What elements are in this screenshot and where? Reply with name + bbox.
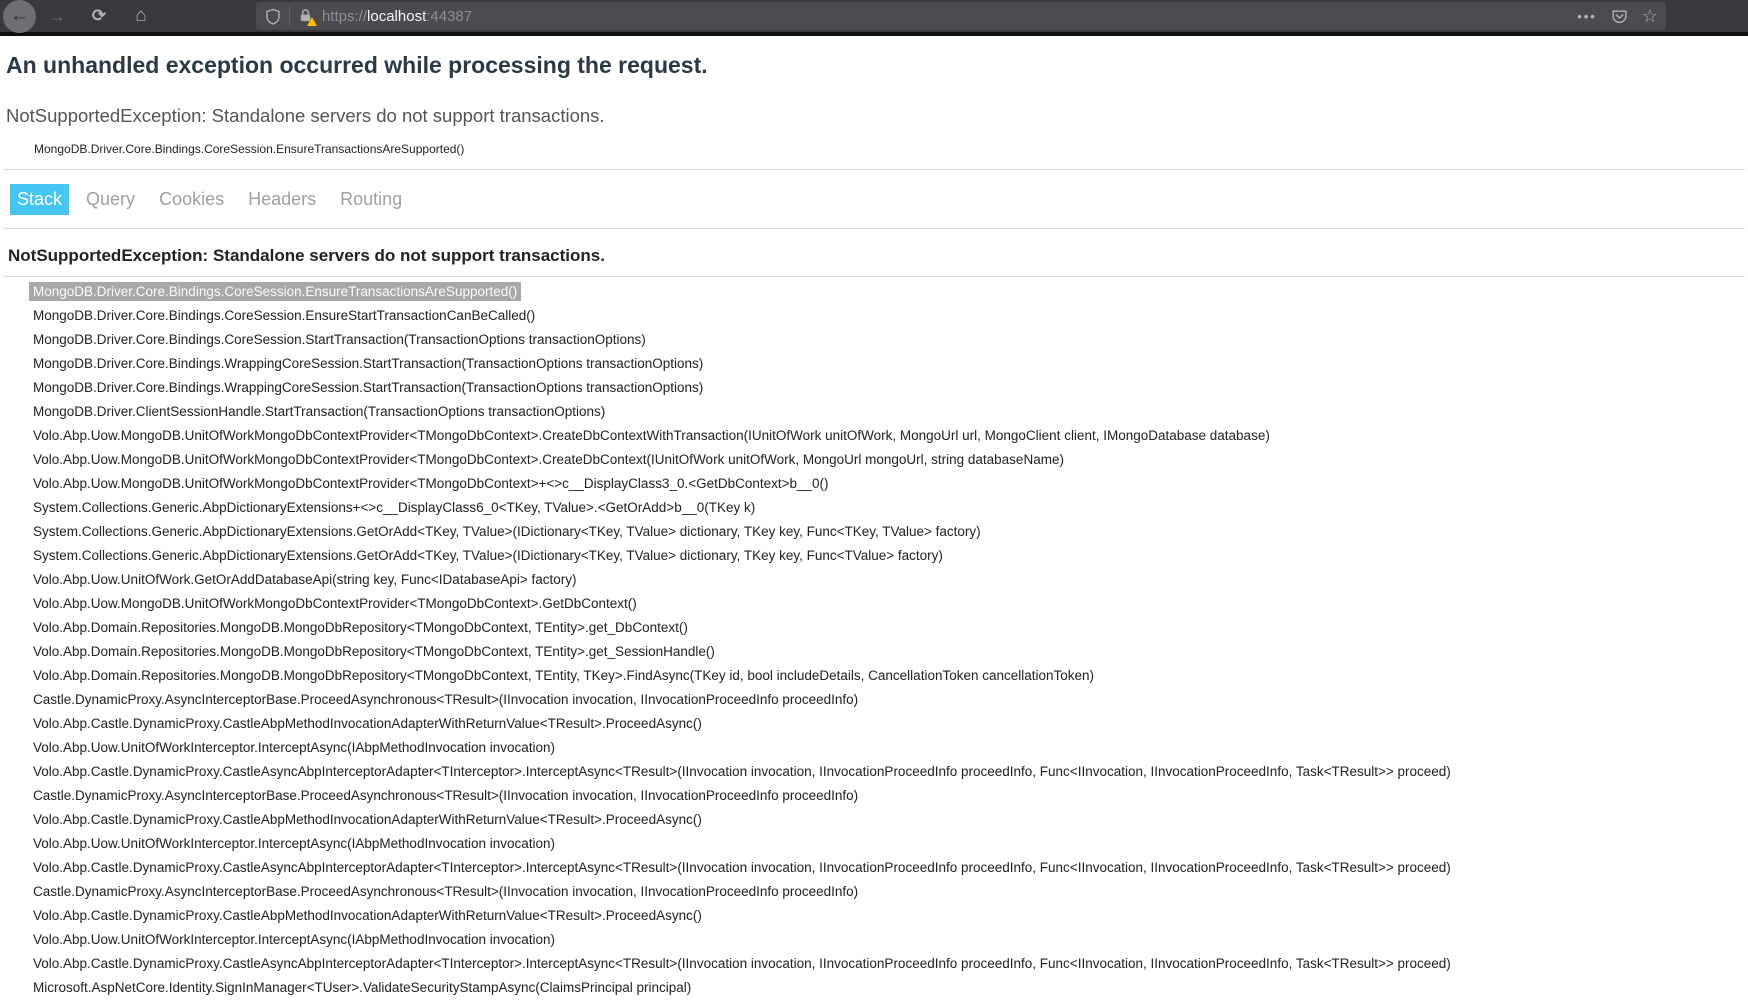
tracking-protection-shield-icon[interactable] (265, 8, 281, 25)
tab-bar (3, 169, 1745, 229)
reload-icon: ⟳ (91, 6, 107, 25)
stack-frame[interactable]: MongoDB.Driver.Core.Bindings.WrappingCoreSession.StartTransaction(TransactionOptions transactionOptions) (33, 380, 704, 395)
reload-button[interactable] (84, 1, 114, 31)
exception-message: NotSupportedException: Standalone servers do not support transactions. (6, 105, 605, 126)
stack-frame[interactable]: Volo.Abp.Castle.DynamicProxy.CastleAbpMethodInvocationAdapterWithReturnValue<TResult>.ProceedAsync() (33, 908, 702, 923)
stack-frame[interactable]: Volo.Abp.Uow.MongoDB.UnitOfWorkMongoDbContextProvider<TMongoDbContext>.GetDbContext() (33, 596, 637, 611)
stack-frame[interactable]: Castle.DynamicProxy.AsyncInterceptorBase.ProceedAsynchronous<TResult>(IInvocation invocation, IInvocationProceedInfo proceedInfo) (33, 692, 859, 707)
url-port: :44387 (426, 7, 473, 25)
stack-frame[interactable]: MongoDB.Driver.Core.Bindings.WrappingCoreSession.StartTransaction(TransactionOptions transactionOptions) (33, 356, 704, 371)
stack-frame[interactable]: Volo.Abp.Uow.MongoDB.UnitOfWorkMongoDbContextProvider<TMongoDbContext>.CreateDbContextWithTransaction(IUnitOfWork unitOfWork, MongoUrl url, MongoClient client, IMongoDatabase database) (33, 428, 1270, 443)
url-text (322, 8, 472, 25)
tab-stack[interactable]: Stack (10, 184, 69, 215)
stack-frame[interactable]: Castle.DynamicProxy.AsyncInterceptorBase.ProceedAsynchronous<TResult>(IInvocation invocation, IInvocationProceedInfo proceedInfo) (33, 884, 859, 899)
stack-frame[interactable]: Volo.Abp.Domain.Repositories.MongoDB.MongoDbRepository<TMongoDbContext, TEntity, TKey>.FindAsync(TKey id, bool includeDetails, CancellationToken cancellationToken) (33, 668, 1095, 683)
stack-frame[interactable]: Volo.Abp.Castle.DynamicProxy.CastleAsyncAbpInterceptorAdapter<TInterceptor>.InterceptAsync<TResult>(IInvocation invocation, IInvocationProceedInfo proceedInfo, Func<IInvocation, IInvocationProceedInfo, Task<TResult>> proceed) (33, 956, 1451, 971)
url-scheme: https:// (322, 7, 368, 25)
stack-frame[interactable]: MongoDB.Driver.Core.Bindings.CoreSession.EnsureStartTransactionCanBeCalled() (33, 308, 536, 323)
home-icon: ⌂ (135, 5, 147, 26)
tab-query[interactable]: Query (86, 189, 136, 209)
stack-frame[interactable]: System.Collections.Generic.AbpDictionaryExtensions.GetOrAdd<TKey, TValue>(IDictionary<TKey, TValue> dictionary, TKey key, Func<TValue> factory) (33, 548, 943, 563)
stack-exception-heading: NotSupportedException: Standalone servers do not support transactions. (3, 229, 1745, 277)
stack-frame[interactable]: Volo.Abp.Domain.Repositories.MongoDB.MongoDbRepository<TMongoDbContext, TEntity>.get_DbContext() (33, 620, 688, 635)
warning-badge-icon (307, 17, 317, 26)
urlbar-divider (289, 6, 290, 26)
bookmark-star-icon[interactable]: ☆ (1641, 6, 1658, 26)
back-icon: ← (10, 5, 29, 26)
stack-frame[interactable]: Volo.Abp.Uow.UnitOfWorkInterceptor.InterceptAsync(IAbpMethodInvocation invocation) (33, 932, 556, 947)
page-actions-icon[interactable]: ••• (1577, 8, 1597, 24)
stack-frame[interactable]: Castle.DynamicProxy.AsyncInterceptorBase.ProceedAsynchronous<TResult>(IInvocation invocation, IInvocationProceedInfo proceedInfo) (33, 788, 859, 803)
stack-frame[interactable]: MongoDB.Driver.Core.Bindings.CoreSession.EnsureTransactionsAreSupported() (33, 280, 1745, 304)
stack-frame[interactable]: Volo.Abp.Domain.Repositories.MongoDB.MongoDbRepository<TMongoDbContext, TEntity>.get_SessionHandle() (33, 644, 715, 659)
lock-warning-icon[interactable] (298, 8, 314, 24)
stack-frame[interactable]: MongoDB.Driver.ClientSessionHandle.StartTransaction(TransactionOptions transactionOptions) (33, 404, 606, 419)
browser-toolbar (0, 0, 1748, 36)
stack-page (3, 229, 1745, 1000)
exception-location: MongoDB.Driver.Core.Bindings.CoreSession.EnsureTransactionsAreSupported() (34, 142, 465, 156)
tab-cookies[interactable]: Cookies (159, 189, 225, 209)
forward-icon: → (48, 5, 66, 26)
tab-routing[interactable]: Routing (340, 189, 403, 209)
stack-frame[interactable]: Volo.Abp.Uow.UnitOfWorkInterceptor.InterceptAsync(IAbpMethodInvocation invocation) (33, 740, 556, 755)
home-button[interactable] (126, 1, 156, 31)
stack-frame[interactable]: MongoDB.Driver.Core.Bindings.CoreSession.StartTransaction(TransactionOptions transactionOptions) (33, 332, 646, 347)
stack-frame[interactable]: Volo.Abp.Uow.MongoDB.UnitOfWorkMongoDbContextProvider<TMongoDbContext>+<>c__DisplayClass3_0.<GetDbContext>b__0() (33, 476, 829, 491)
stack-frame-list (3, 280, 1745, 1000)
stack-frame[interactable]: Volo.Abp.Castle.DynamicProxy.CastleAsyncAbpInterceptorAdapter<TInterceptor>.InterceptAsync<TResult>(IInvocation invocation, IInvocationProceedInfo proceedInfo, Func<IInvocation, IInvocationProceedInfo, Task<TResult>> proceed) (33, 860, 1451, 875)
url-host: localhost (367, 7, 427, 25)
stack-frame[interactable]: Volo.Abp.Castle.DynamicProxy.CastleAbpMethodInvocationAdapterWithReturnValue<TResult>.ProceedAsync() (33, 812, 702, 827)
stack-frame[interactable]: System.Collections.Generic.AbpDictionaryExtensions.GetOrAdd<TKey, TValue>(IDictionary<TKey, TValue> dictionary, TKey key, Func<TKey, TValue> factory) (33, 524, 981, 539)
tab-headers[interactable]: Headers (248, 189, 317, 209)
stack-frame[interactable]: Volo.Abp.Uow.UnitOfWorkInterceptor.InterceptAsync(IAbpMethodInvocation invocation) (33, 836, 556, 851)
stack-frame[interactable]: Microsoft.AspNetCore.Identity.SignInManager<TUser>.ValidateSecurityStampAsync(ClaimsPrincipal principal) (33, 980, 692, 995)
error-page (0, 52, 1748, 1000)
stack-frame[interactable]: Volo.Abp.Uow.UnitOfWork.GetOrAddDatabaseApi(string key, Func<IDatabaseApi> factory) (33, 572, 577, 587)
stack-frame[interactable]: Volo.Abp.Uow.MongoDB.UnitOfWorkMongoDbContextProvider<TMongoDbContext>.CreateDbContext(IUnitOfWork unitOfWork, MongoUrl mongoUrl, string databaseName) (33, 452, 1064, 467)
stack-frame[interactable]: Volo.Abp.Castle.DynamicProxy.CastleAsyncAbpInterceptorAdapter<TInterceptor>.InterceptAsync<TResult>(IInvocation invocation, IInvocationProceedInfo proceedInfo, Func<IInvocation, IInvocationProceedInfo, Task<TResult>> proceed) (33, 764, 1451, 779)
back-button[interactable] (3, 0, 36, 33)
page-title: An unhandled exception occurred while processing the request. (6, 52, 708, 78)
forward-button[interactable] (42, 1, 72, 31)
url-bar[interactable] (256, 2, 1666, 30)
pocket-icon[interactable] (1611, 8, 1628, 25)
stack-frame[interactable]: Volo.Abp.Castle.DynamicProxy.CastleAbpMethodInvocationAdapterWithReturnValue<TResult>.ProceedAsync() (33, 716, 702, 731)
stack-frame[interactable]: System.Collections.Generic.AbpDictionaryExtensions+<>c__DisplayClass6_0<TKey, TValue>.<GetOrAdd>b__0(TKey k) (33, 500, 756, 515)
